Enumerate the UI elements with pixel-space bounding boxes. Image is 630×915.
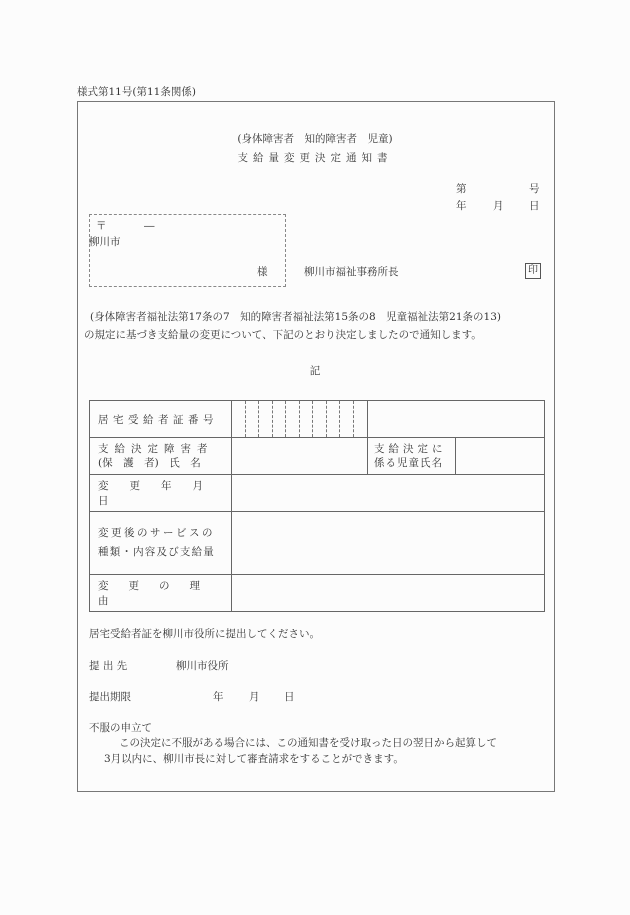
table-row bbox=[90, 475, 545, 512]
recipient-name-label-1: 支給決定障害者 bbox=[98, 443, 214, 455]
deadline-month: 月 bbox=[249, 691, 260, 703]
seal-mark: 印 bbox=[525, 263, 541, 279]
change-date-label-cell bbox=[90, 475, 232, 512]
service-value bbox=[232, 512, 545, 575]
appeal-line-2: 3月以内に、柳川市長に対して審査請求をすることができます。 bbox=[104, 753, 404, 765]
id-digit-cell bbox=[286, 401, 300, 437]
deadline-label: 提出期限 bbox=[89, 691, 131, 703]
change-date-label: 変更年月日 bbox=[98, 480, 224, 507]
id-digit-cell bbox=[340, 401, 354, 437]
decision-table bbox=[89, 400, 545, 612]
date-year: 年 bbox=[456, 200, 467, 212]
table-row bbox=[90, 512, 545, 575]
id-digit-cell bbox=[246, 401, 260, 437]
recipient-id-label-cell bbox=[90, 401, 232, 438]
deadline-year: 年 bbox=[213, 691, 224, 703]
recipient-id-blank bbox=[368, 401, 545, 438]
submit-note: 居宅受給者証を柳川市役所に提出してください。 bbox=[89, 628, 320, 640]
change-date-value bbox=[232, 475, 545, 512]
notice-line-2: の規定に基づき支給量の変更について、下記のとおり決定しましたので通知します。 bbox=[84, 329, 482, 341]
id-digit-cell bbox=[313, 401, 327, 437]
issuer-name: 柳川市福祉事務所長 bbox=[304, 266, 399, 278]
postal-dash: ― bbox=[144, 220, 155, 232]
notice-paragraph bbox=[84, 308, 501, 344]
recipient-honorific: 様 bbox=[257, 266, 268, 278]
document-subtitle: (身体障害者 知的障害者 児童) bbox=[237, 133, 393, 145]
recipient-id-digits bbox=[232, 401, 368, 438]
service-label-1: 変更後のサービスの bbox=[98, 527, 215, 539]
destination-label: 提 出 先 bbox=[89, 660, 128, 672]
form-number-label: 様式第11号(第11条関係) bbox=[77, 86, 196, 98]
appeal-line-1: この決定に不服がある場合には、この通知書を受け取った日の翌日から起算して bbox=[119, 737, 497, 749]
change-reason-label: 変更の理由 bbox=[98, 580, 220, 607]
id-digit-cell bbox=[232, 401, 246, 437]
id-digit-cell bbox=[300, 401, 314, 437]
appeal-heading: 不服の申立て bbox=[89, 722, 152, 734]
notice-line-1: (身体障害者福祉法第17条の7 知的障害者福祉法第15条の8 児童福祉法第21条の13) bbox=[90, 311, 501, 323]
ki-heading: 記 bbox=[309, 365, 321, 377]
recipient-id-label: 居宅受給者証番号 bbox=[98, 413, 218, 426]
number-prefix: 第 bbox=[456, 183, 467, 195]
date-day: 日 bbox=[529, 200, 540, 212]
table-row bbox=[90, 438, 545, 475]
id-digit-cell bbox=[273, 401, 287, 437]
child-name-label-2: 係る児童氏名 bbox=[374, 457, 443, 469]
deadline-day: 日 bbox=[284, 691, 295, 703]
postal-mark: 〒 bbox=[96, 220, 107, 232]
child-name-value bbox=[456, 438, 545, 475]
recipient-name-label-2: (保 護 者) 氏 名 bbox=[98, 457, 201, 469]
child-name-label-1: 支給決定に bbox=[374, 443, 447, 455]
id-digit-cell bbox=[354, 401, 368, 437]
change-reason-value bbox=[232, 575, 545, 612]
destination-value: 柳川市役所 bbox=[176, 660, 229, 672]
id-digit-cell bbox=[259, 401, 273, 437]
number-suffix: 号 bbox=[529, 183, 540, 195]
service-label-2: 種類・内容及び支給量 bbox=[98, 546, 215, 558]
document-title: 支給量変更決定通知書 bbox=[237, 152, 393, 164]
id-digit-cell bbox=[327, 401, 341, 437]
recipient-city: 柳川市 bbox=[89, 236, 121, 248]
table-row bbox=[90, 575, 545, 612]
table-row bbox=[90, 401, 545, 438]
change-reason-label-cell bbox=[90, 575, 232, 612]
service-label-cell bbox=[90, 512, 232, 575]
child-name-label-cell bbox=[368, 438, 456, 475]
date-month: 月 bbox=[493, 200, 504, 212]
recipient-name-value bbox=[232, 438, 368, 475]
recipient-name-label-cell bbox=[90, 438, 232, 475]
